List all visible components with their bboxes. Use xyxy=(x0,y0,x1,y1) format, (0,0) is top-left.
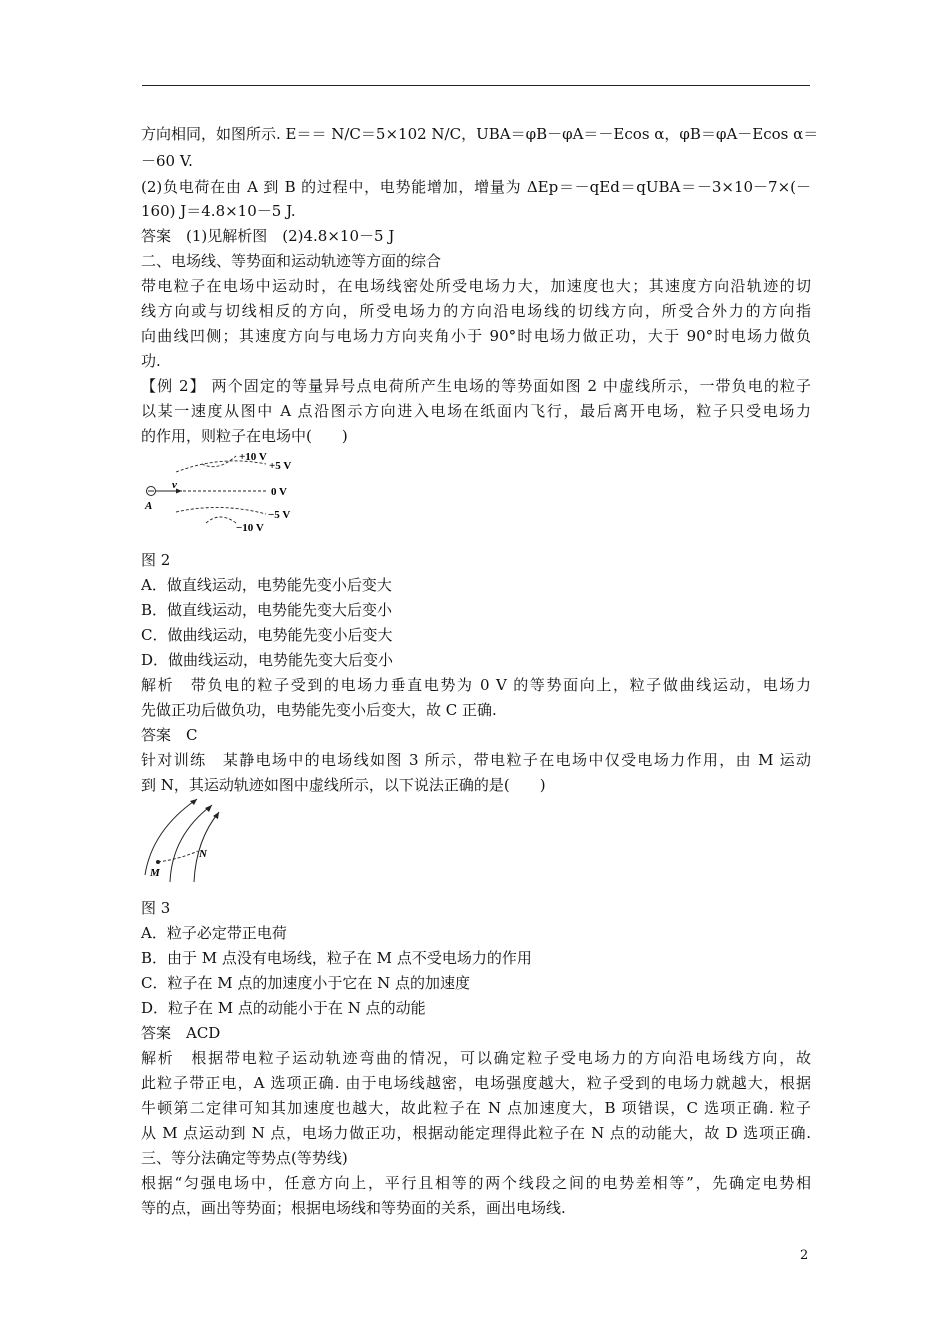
section-heading: 三、等分法确定等势点(等势线) xyxy=(141,1149,348,1167)
practice-heading: 针对训练 某静电场中的电场线如图 3 所示，带电粒子在电场中仅受电场力作用，由 M 运动 xyxy=(141,751,811,769)
page-number: 2 xyxy=(800,1248,809,1263)
point-m-icon xyxy=(156,860,160,864)
figure-2-equipotential-diagram xyxy=(140,447,310,537)
option-d: D．粒子在 M 点的动能小于在 N 点的动能 xyxy=(141,999,426,1017)
analysis-line: 此粒子带正电，A 选项正确. 由于电场线越密，电场强度越大，粒子受到的电场力就越大，根据 xyxy=(141,1074,811,1092)
label-plus10: +10 V xyxy=(239,451,267,463)
label-v: v xyxy=(172,479,177,491)
label-n: N xyxy=(199,848,207,860)
text-line: 线方向或与切线相反的方向，所受电场力的方向沿电场线的切线方向，所受合外力的方向指 xyxy=(141,302,811,320)
option-c: C．粒子在 M 点的加速度小于它在 N 点的加速度 xyxy=(141,974,471,992)
figure-3-caption: 图 3 xyxy=(141,899,171,917)
analysis-line: 解析 带负电的粒子受到的电场力垂直电势为 0 V 的等势面向上，粒子做曲线运动，电场力 xyxy=(141,676,811,694)
option-b: B．做直线运动，电势能先变大后变小 xyxy=(141,601,393,619)
analysis-line: 先做正功后做负功，电势能先变小后变大，故 C 正确. xyxy=(141,701,497,719)
text-line: 带电粒子在电场中运动时，在电场线密处所受电场力大，加速度也大；其速度方向沿轨迹的切 xyxy=(141,277,811,295)
option-a: A．做直线运动，电势能先变小后变大 xyxy=(141,576,392,594)
answer-line: 答案 (1)见解析图 (2)4.8×10－5 J xyxy=(141,227,395,245)
analysis-line: 牛顿第二定律可知其加速度也越大，故此粒子在 N 点加速度大，B 项错误，C 选项正确. 粒子 xyxy=(141,1099,811,1117)
section-heading: 二、电场线、等势面和运动轨迹等方面的综合 xyxy=(141,252,442,270)
label-a: A xyxy=(145,500,153,512)
label-minus10: −10 V xyxy=(236,522,264,534)
text-line: 等的点，画出等势面；根据电场线和等势面的关系，画出电场线. xyxy=(141,1199,566,1217)
text-line: (2)负电荷在由 A 到 B 的过程中，电势能增加，增量为 ΔEp＝－qEd＝qUBA＝－3×10－7×(－ xyxy=(141,178,811,196)
field-line-3 xyxy=(194,812,219,882)
answer-line: 答案 ACD xyxy=(141,1024,221,1042)
field-line-1 xyxy=(145,799,197,875)
header-rule xyxy=(142,85,810,86)
answer-line: 答案 C xyxy=(141,726,198,744)
text-line: 向曲线凹侧；其速度方向与电场力方向夹角小于 90°时电场力做正功，大于 90°时电场力做负 xyxy=(141,327,811,345)
text-line: 的作用，则粒子在电场中( ) xyxy=(141,427,348,445)
text-line: 功. xyxy=(141,352,161,370)
option-a: A．粒子必定带正电荷 xyxy=(141,924,287,942)
figure-3-field-lines-diagram xyxy=(140,795,230,890)
analysis-line: 解析 根据带电粒子运动轨迹弯曲的情况，可以确定粒子受电场力的方向沿电场线方向，故 xyxy=(141,1049,811,1067)
equipotential-minus5 xyxy=(176,507,266,514)
label-plus5: +5 V xyxy=(269,460,292,472)
analysis-line: 从 M 点运动到 N 点，电场力做正功，根据动能定理得此粒子在 N 点的动能大，故 D 选项正确. xyxy=(141,1124,811,1142)
text-line: 以某一速度从图中 A 点沿图示方向进入电场在纸面内飞行，最后离开电场，粒子只受电场力 xyxy=(141,402,811,420)
label-minus5: −5 V xyxy=(268,509,291,521)
label-m: M xyxy=(150,867,160,879)
figure-2-caption: 图 2 xyxy=(141,551,171,569)
option-d: D．做曲线运动，电势能先变大后变小 xyxy=(141,651,394,669)
text-line: 根据“匀强电场中，任意方向上，平行且相等的两个线段之间的电势差相等”，先确定电势相 xyxy=(141,1174,811,1192)
trajectory-dashed xyxy=(158,851,198,862)
text-line: －60 V. xyxy=(141,152,193,170)
equipotential-minus10 xyxy=(206,517,236,523)
option-c: C．做曲线运动，电势能先变小后变大 xyxy=(141,626,393,644)
text-line: 方向相同，如图所示. E＝＝ N/C＝5×102 N/C，UBA＝φB－φA＝－Ecos α，φB＝φA－Ecos α＝ xyxy=(141,125,819,143)
example-heading: 【例 2】 两个固定的等量异号点电荷所产生电场的等势面如图 2 中虚线所示，一带负电的粒子 xyxy=(141,377,811,395)
label-zero: 0 V xyxy=(271,486,287,498)
option-b: B．由于 M 点没有电场线，粒子在 M 点不受电场力的作用 xyxy=(141,949,532,967)
text-line: 160) J＝4.8×10－5 J. xyxy=(141,202,296,220)
text-line: 到 N，其运动轨迹如图中虚线所示，以下说法正确的是( ) xyxy=(141,776,546,794)
